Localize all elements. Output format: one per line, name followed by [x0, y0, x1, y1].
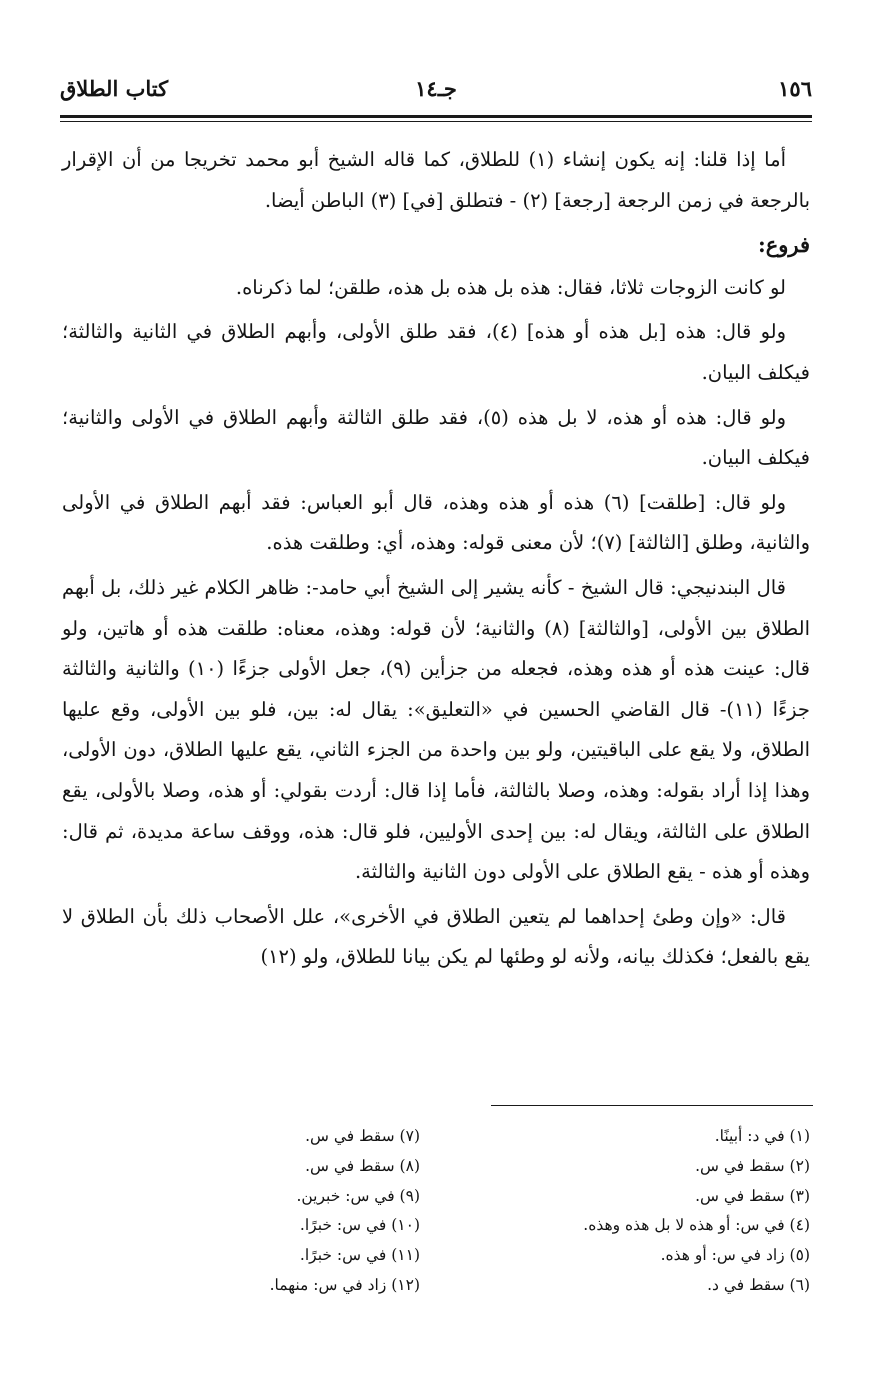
- book-title: كتاب الطلاق: [60, 76, 169, 101]
- footnote: (١٢) زاد في س: منهما.: [269, 1275, 420, 1294]
- volume-label: جـ١٤: [415, 76, 457, 101]
- main-text: [62, 140, 810, 982]
- footnote: (٤) في س: أو هذه لا بل هذه وهذه.: [583, 1216, 810, 1235]
- paragraph: ولو قال: [طلقت] (٦) هذه أو هذه وهذه، قال أبو العباس: فقد أبهم الطلاق في الأولى والثانية، وطلق [الثالثة] (٧)؛ لأن معنى قوله: وهذه، أي: وطلقت هذه.: [62, 490, 810, 555]
- paragraph: لو كانت الزوجات ثلاثا، فقال: هذه بل هذه بل هذه، طلقن؛ لما ذكرناه.: [235, 275, 786, 299]
- paragraph: ولو قال: هذه [بل هذه أو هذه] (٤)، فقد طلق الأولى، وأبهم الطلاق في الثانية والثالثة؛ فيكلف البيان.: [62, 320, 810, 384]
- paragraph: أما إذا قلنا: إنه يكون إنشاء (١) للطلاق، كما قاله الشيخ أبو محمد تخريجا من أن الإقرار بالرجعة في زمن الرجعة [رجعة] (٢) - فتطلق [في] (٣) الباطن أيضا.: [62, 148, 810, 212]
- footnote: (٥) زاد في س: أو هذه.: [660, 1246, 810, 1265]
- footnote: (٢) سقط في س.: [695, 1156, 810, 1175]
- footnote: (٧) سقط في س.: [305, 1127, 420, 1145]
- footnote: (٨) سقط في س.: [305, 1156, 420, 1175]
- footnote: (١) في د: أبينًا.: [714, 1127, 810, 1145]
- paragraph: ولو قال: هذه أو هذه، لا بل هذه (٥)، فقد طلق الثالثة وأبهم الطلاق في الأولى والثانية؛ فيكلف البيان.: [62, 405, 810, 470]
- footnote: (٣) سقط في س.: [695, 1186, 810, 1205]
- footnotes-right-column: [480, 1122, 810, 1301]
- paragraph: قال: «وإن وطئ إحداهما لم يتعين الطلاق في الأخرى»، علل الأصحاب ذلك بأن الطلاق لا يقع بالفعل؛ فكذلك بيانه، ولأنه لو وطئها لم يكن بيانا للطلاق، ولو (١٢): [62, 904, 810, 969]
- footnote: (٦) سقط في د.: [707, 1275, 810, 1294]
- paragraph: قال البندنيجي: قال الشيخ - كأنه يشير إلى الشيخ أبي حامد-: ظاهر الكلام غير ذلك، بل أبهم الطلاق بين الأولى، [والثالثة] (٨) والثانية؛ لأن قوله: وهذه، معناه: طلقت هذه أو هاتين، ولو قال: عينت هذه أو هذه وهذه، فجعله من جزأين (٩)، جعل الأولى جزءًا (١٠) والثانية والثالثة جزءًا (١١)- قال القاضي الحسين في «التعليق»: يقال له: بين، فلو بين الأولى، وقع عليها الطلاق، ولا يقع على الباقيتين، ولو بين واحدة من الجزء الثاني، يقع عليها الطلاق، دون الأولى، وهذا إذا أراد بقوله: وهذه، وصلا بالثالثة، فأما إذا قال: أردت بقولي: أو هذه، وصلا بالأولى، يقع الطلاق على الثالثة، ويقال له: بين إحدى الأوليين، فلو قال: هذه، ووقف ساعة مديدة، ثم قال: وهذه أو هذه - يقع الطلاق على الأولى دون الثانية والثالثة.: [62, 575, 810, 884]
- header-rule-thick: [60, 115, 812, 118]
- footnote: (١٠) في س: خبرًا.: [299, 1216, 420, 1235]
- page-number: ١٥٦: [778, 76, 812, 101]
- running-header: [60, 76, 812, 110]
- footnotes-left-column: [90, 1122, 420, 1301]
- footnote-separator: [491, 1105, 813, 1106]
- section-heading: فروع:: [757, 232, 810, 258]
- footnote: (١١) في س: خبرًا.: [299, 1246, 420, 1265]
- header-rule-thin: [60, 121, 812, 122]
- footnote: (٩) في س: خبرين.: [296, 1186, 420, 1205]
